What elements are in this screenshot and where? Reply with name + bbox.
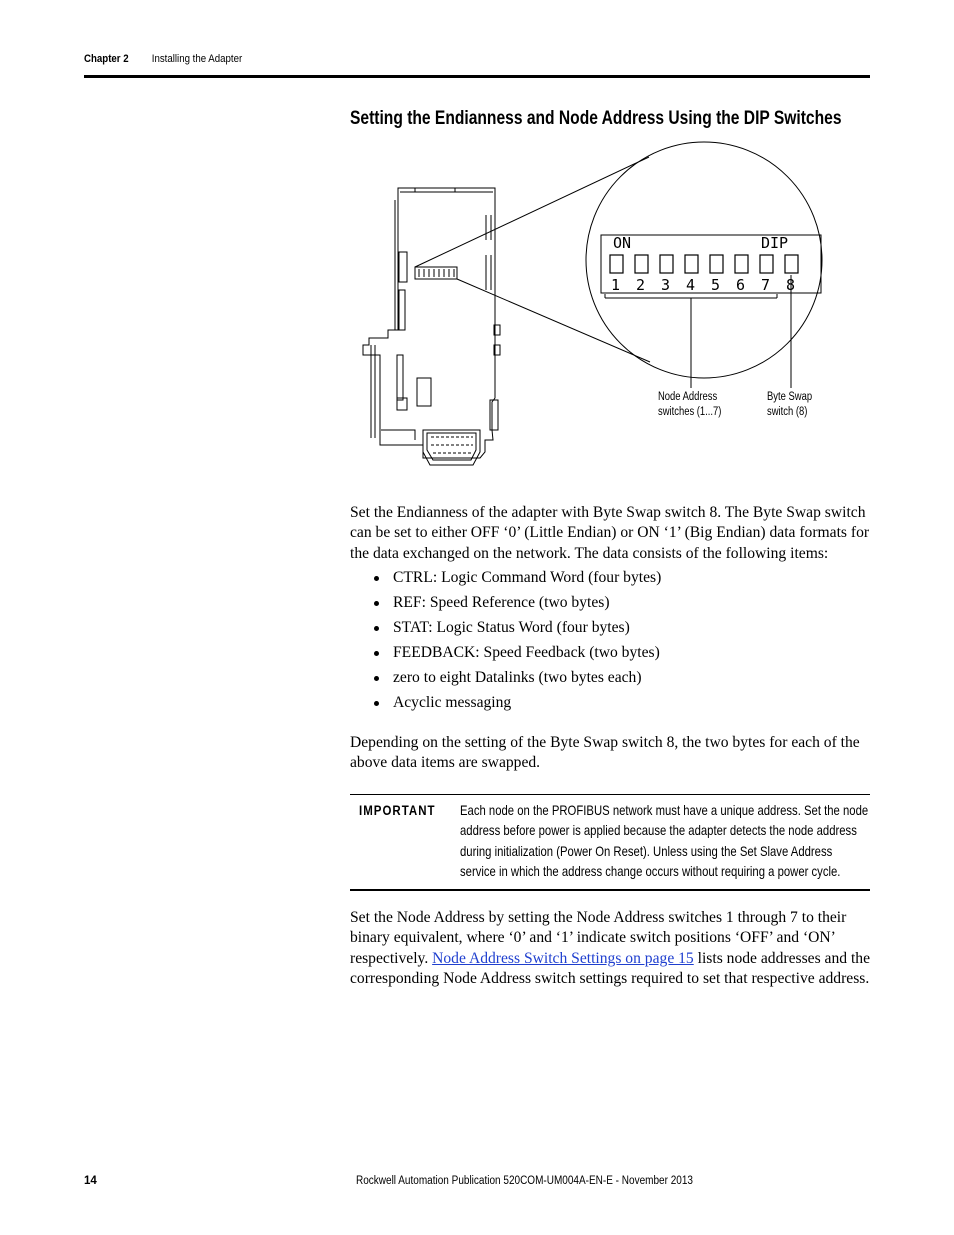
switch-number-8: 8	[786, 276, 796, 294]
magnifier-circle	[586, 142, 822, 378]
callout-node-address: Node Address switches (1...7)	[658, 391, 722, 418]
paragraph-node-address: Set the Node Address by setting the Node Address switches 1 through 7 to their binary equivalent, where ‘0’ and ‘1’ indicate switch positions ‘OFF’ and ‘ON’ respectively. Node Address Switch Settings on page 15 lists node addresses and the corresponding Node Address switch settings required to set that respective address.	[350, 909, 870, 987]
bullet-icon	[374, 626, 379, 631]
chapter-title: Installing the Adapter	[151, 53, 243, 65]
dip-switch-3	[660, 255, 673, 273]
list-item: STAT: Logic Status Word (four bytes)	[372, 618, 661, 643]
chapter-label: Chapter 2	[84, 53, 129, 65]
dip-switch-strip	[415, 267, 457, 279]
paragraph-byte-swap: Depending on the setting of the Byte Swap switch 8, the two bytes for each of the above data items are swapped.	[350, 734, 860, 772]
dip-switch-figure	[355, 140, 835, 480]
dip-switch-7	[760, 255, 773, 273]
list-item: zero to eight Datalinks (two bytes each)	[372, 668, 661, 693]
switch-number-5: 5	[711, 276, 721, 294]
switch-number-6: 6	[736, 276, 746, 294]
dip-on-label: ON	[613, 234, 632, 252]
bullet-icon	[374, 576, 379, 581]
switch-number-1: 1	[611, 276, 621, 294]
publication-footer: Rockwell Automation Publication 520COM-UM004A-EN-E - November 2013	[356, 1175, 693, 1187]
dip-switch-6	[735, 255, 748, 273]
paragraph-endianness: Set the Endianness of the adapter with Byte Swap switch 8. The Byte Swap switch can be set to either OFF ‘0’ (Little Endian) or ON ‘1’ (Big Endian) data formats for the data exchanged on the network. The data consists of the following items:	[350, 504, 870, 562]
switch-number-7: 7	[761, 276, 771, 294]
list-item: Acyclic messaging	[372, 693, 661, 718]
switch-number-3: 3	[661, 276, 671, 294]
important-label: IMPORTANT	[359, 803, 436, 818]
bullet-icon	[374, 651, 379, 656]
dip-switch-2	[635, 255, 648, 273]
dip-switch-5	[710, 255, 723, 273]
header-rule	[84, 75, 870, 78]
switch-number-2: 2	[636, 276, 646, 294]
dip-switch-8	[785, 255, 798, 273]
section-title: Setting the Endianness and Node Address Using the DIP Switches	[350, 107, 842, 129]
list-item: REF: Speed Reference (two bytes)	[372, 593, 661, 618]
dip-switch-4	[685, 255, 698, 273]
adapter-board-drawing	[355, 140, 835, 480]
node-address-settings-link[interactable]: Node Address Switch Settings on page 15	[432, 949, 694, 967]
data-items-list	[372, 568, 661, 718]
switch-number-4: 4	[686, 276, 696, 294]
bullet-icon	[374, 676, 379, 681]
important-text: Each node on the PROFIBUS network must have a unique address. Set the node address before power is applied because the adapter detects the node address during initialization (Power On Reset). Unless using the Set Slave Address service in which the address change occurs without requiring a power cycle.	[460, 803, 869, 879]
dip-brand-label: DIP	[761, 234, 789, 252]
node-address-bracket	[605, 294, 777, 298]
callout-byte-swap: Byte Swap switch (8)	[767, 391, 813, 418]
board-outline	[363, 188, 495, 458]
page-number: 14	[84, 1175, 97, 1187]
list-item: FEEDBACK: Speed Feedback (two bytes)	[372, 643, 661, 668]
running-header	[84, 53, 243, 65]
bullet-icon	[374, 601, 379, 606]
important-note	[350, 794, 870, 891]
list-item: CTRL: Logic Command Word (four bytes)	[372, 568, 661, 593]
dip-switch-1	[610, 255, 623, 273]
bullet-icon	[374, 701, 379, 706]
